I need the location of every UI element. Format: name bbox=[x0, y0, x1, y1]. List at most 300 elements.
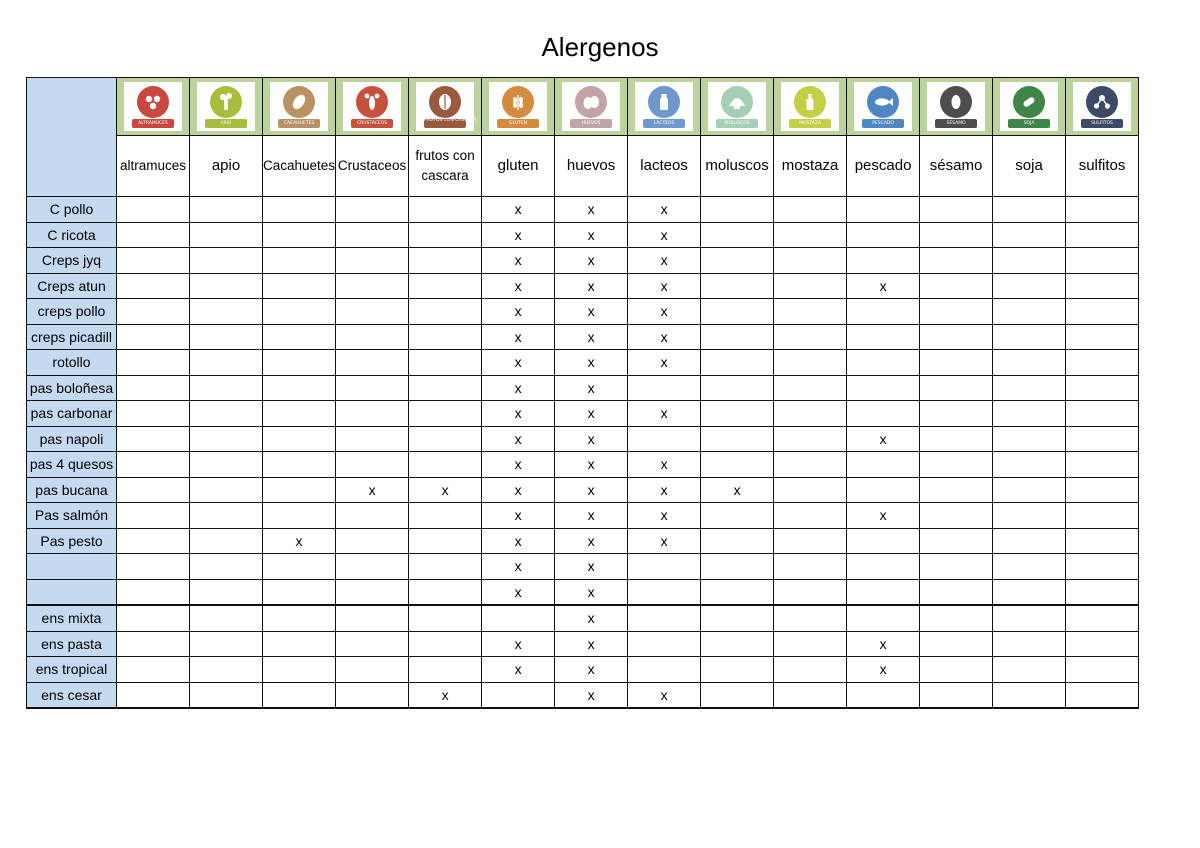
allergen-mark-cell bbox=[409, 248, 482, 274]
allergen-mark-cell: x bbox=[482, 503, 555, 529]
allergen-mark-cell bbox=[409, 426, 482, 452]
allergen-mark-cell: x bbox=[555, 682, 628, 708]
allergen-mark-cell: x bbox=[555, 503, 628, 529]
allergen-mark-cell: x bbox=[409, 477, 482, 503]
allergen-mark-cell: x bbox=[847, 657, 920, 683]
allergen-mark-cell bbox=[190, 375, 263, 401]
allergen-mark-cell bbox=[701, 324, 774, 350]
allergen-badge-label: APIO bbox=[205, 119, 247, 128]
allergen-mark-cell bbox=[1066, 197, 1139, 223]
separator-cell bbox=[117, 708, 190, 709]
dish-name: rotollo bbox=[27, 350, 117, 376]
dish-name: pas bucana bbox=[27, 477, 117, 503]
allergen-mark-cell bbox=[117, 528, 190, 554]
separator-cell bbox=[701, 708, 774, 709]
allergen-icon-cell bbox=[774, 78, 847, 136]
allergen-mark-cell: x bbox=[555, 375, 628, 401]
table-row bbox=[27, 528, 1139, 554]
allergen-badge-label: SOJA bbox=[1008, 119, 1050, 128]
allergen-mark-cell bbox=[847, 197, 920, 223]
allergen-badge-label: SULFITOS bbox=[1081, 119, 1123, 128]
allergen-mark-cell bbox=[1066, 477, 1139, 503]
allergen-badge-label: SÉSAMO bbox=[935, 119, 977, 128]
allergen-icon-cell bbox=[847, 78, 920, 136]
allergen-mark-cell bbox=[263, 197, 336, 223]
allergen-mark-cell bbox=[628, 426, 701, 452]
allergen-mark-cell bbox=[847, 606, 920, 632]
allergen-mark-cell bbox=[1066, 528, 1139, 554]
allergen-mark-cell bbox=[774, 273, 847, 299]
allergen-mark-cell bbox=[336, 452, 409, 478]
allergen-icon-cell bbox=[628, 78, 701, 136]
page-title: Alergenos bbox=[541, 32, 659, 62]
allergen-mark-cell: x bbox=[555, 299, 628, 325]
allergen-mark-cell bbox=[701, 222, 774, 248]
table-row bbox=[27, 682, 1139, 708]
allergen-mark-cell bbox=[774, 248, 847, 274]
allergen-mark-cell bbox=[920, 350, 993, 376]
allergen-mark-cell bbox=[409, 452, 482, 478]
allergen-mark-cell bbox=[920, 401, 993, 427]
allergen-mark-cell: x bbox=[847, 273, 920, 299]
allergen-mark-cell bbox=[774, 375, 847, 401]
allergen-mark-cell bbox=[336, 273, 409, 299]
allergen-mark-cell bbox=[701, 657, 774, 683]
allergen-mark-cell bbox=[993, 324, 1066, 350]
allergen-mark-cell bbox=[409, 222, 482, 248]
allergen-mark-cell bbox=[336, 631, 409, 657]
allergen-mark-cell bbox=[701, 299, 774, 325]
allergen-badge-label: CRUSTÁCEOS bbox=[351, 119, 393, 128]
icon-circle bbox=[502, 86, 534, 118]
dish-name: C pollo bbox=[27, 197, 117, 223]
allergen-mark-cell bbox=[701, 631, 774, 657]
allergen-mark-cell: x bbox=[482, 631, 555, 657]
allergen-mark-cell bbox=[1066, 554, 1139, 580]
allergen-mark-cell bbox=[993, 299, 1066, 325]
dish-name: ens pasta bbox=[27, 631, 117, 657]
allergen-mark-cell bbox=[263, 248, 336, 274]
table-row bbox=[27, 350, 1139, 376]
allergen-mark-cell bbox=[190, 682, 263, 708]
allergen-mark-cell: x bbox=[482, 657, 555, 683]
allergen-mark-cell bbox=[701, 606, 774, 632]
crustacean-icon bbox=[343, 82, 401, 131]
allergen-mark-cell bbox=[774, 324, 847, 350]
allergen-mark-cell: x bbox=[555, 528, 628, 554]
icon-circle bbox=[721, 86, 753, 118]
allergen-mark-cell bbox=[993, 477, 1066, 503]
dish-name: pas carbonar bbox=[27, 401, 117, 427]
allergen-mark-cell bbox=[263, 682, 336, 708]
allergen-mark-cell bbox=[336, 426, 409, 452]
allergen-mark-cell: x bbox=[482, 426, 555, 452]
allergen-mark-cell bbox=[263, 324, 336, 350]
table-row bbox=[27, 375, 1139, 401]
icon-circle bbox=[210, 86, 242, 118]
allergen-mark-cell bbox=[117, 606, 190, 632]
allergen-mark-cell bbox=[628, 631, 701, 657]
allergen-mark-cell bbox=[920, 452, 993, 478]
allergen-icon-cell bbox=[336, 78, 409, 136]
allergen-mark-cell bbox=[628, 375, 701, 401]
icon-circle bbox=[867, 86, 899, 118]
allergen-mark-cell bbox=[409, 528, 482, 554]
separator-cell bbox=[1066, 708, 1139, 709]
separator-cell bbox=[336, 708, 409, 709]
table-row bbox=[27, 554, 1139, 580]
dish-name: ens tropical bbox=[27, 657, 117, 683]
allergen-mark-cell bbox=[190, 426, 263, 452]
allergen-mark-cell bbox=[993, 503, 1066, 529]
allergen-mark-cell bbox=[263, 554, 336, 580]
allergen-mark-cell bbox=[993, 350, 1066, 376]
allergen-icon-cell bbox=[1066, 78, 1139, 136]
allergen-mark-cell bbox=[263, 375, 336, 401]
allergen-mark-cell bbox=[993, 606, 1066, 632]
allergen-mark-cell: x bbox=[482, 477, 555, 503]
allergen-mark-cell bbox=[117, 631, 190, 657]
separator-cell bbox=[920, 708, 993, 709]
allergen-mark-cell bbox=[920, 426, 993, 452]
allergen-mark-cell bbox=[117, 222, 190, 248]
separator-cell bbox=[628, 708, 701, 709]
allergen-mark-cell bbox=[993, 426, 1066, 452]
allergen-mark-cell: x bbox=[628, 273, 701, 299]
allergen-mark-cell bbox=[1066, 579, 1139, 605]
allergen-mark-cell: x bbox=[482, 375, 555, 401]
allergen-mark-cell bbox=[190, 452, 263, 478]
allergen-mark-cell bbox=[993, 528, 1066, 554]
allergen-mark-cell bbox=[117, 426, 190, 452]
allergen-mark-cell bbox=[847, 682, 920, 708]
allergen-mark-cell bbox=[628, 606, 701, 632]
table-row bbox=[27, 631, 1139, 657]
icon-circle bbox=[1013, 86, 1045, 118]
sulfite-icon bbox=[1073, 82, 1131, 131]
allergen-mark-cell: x bbox=[628, 477, 701, 503]
allergen-mark-cell bbox=[482, 606, 555, 632]
tree-nut-icon bbox=[416, 82, 477, 131]
separator-cell bbox=[263, 708, 336, 709]
allergen-mark-cell bbox=[336, 401, 409, 427]
allergen-mark-cell bbox=[190, 273, 263, 299]
allergen-mark-cell bbox=[190, 657, 263, 683]
allergen-mark-cell bbox=[920, 324, 993, 350]
allergen-mark-cell bbox=[993, 554, 1066, 580]
allergen-mark-cell bbox=[190, 606, 263, 632]
allergen-mark-cell: x bbox=[628, 682, 701, 708]
table-row bbox=[27, 248, 1139, 274]
allergen-mark-cell bbox=[117, 324, 190, 350]
separator-cell bbox=[27, 708, 117, 709]
allergen-icon-cell bbox=[482, 78, 555, 136]
allergen-mark-cell bbox=[117, 554, 190, 580]
allergen-mark-cell bbox=[993, 579, 1066, 605]
allergen-mark-cell bbox=[920, 528, 993, 554]
allergen-icon-row bbox=[27, 78, 1139, 136]
allergen-mark-cell bbox=[920, 579, 993, 605]
allergen-mark-cell bbox=[409, 503, 482, 529]
allergen-mark-cell bbox=[117, 682, 190, 708]
allergen-icon-cell bbox=[117, 78, 190, 136]
allergen-mark-cell bbox=[993, 452, 1066, 478]
separator-cell bbox=[482, 708, 555, 709]
allergen-mark-cell bbox=[336, 222, 409, 248]
allergen-mark-cell bbox=[774, 606, 847, 632]
allergen-badge-label: LÁCTEOS bbox=[643, 119, 685, 128]
table-row bbox=[27, 452, 1139, 478]
allergen-mark-cell bbox=[774, 452, 847, 478]
dish-name bbox=[27, 579, 117, 605]
peanut-icon bbox=[270, 82, 328, 131]
allergen-name: sulfitos bbox=[1066, 136, 1139, 197]
egg-icon bbox=[562, 82, 620, 131]
icon-circle bbox=[1086, 86, 1118, 118]
dish-name: pas napoli bbox=[27, 426, 117, 452]
allergen-mark-cell: x bbox=[555, 222, 628, 248]
allergen-mark-cell: x bbox=[555, 426, 628, 452]
allergen-mark-cell bbox=[263, 273, 336, 299]
table-row bbox=[27, 503, 1139, 529]
table-row bbox=[27, 606, 1139, 632]
allergen-mark-cell bbox=[190, 477, 263, 503]
allergen-mark-cell bbox=[263, 350, 336, 376]
allergen-name: Cacahuetes bbox=[263, 136, 336, 197]
allergen-mark-cell bbox=[190, 324, 263, 350]
allergen-mark-cell bbox=[920, 248, 993, 274]
allergen-mark-cell bbox=[774, 197, 847, 223]
allergen-mark-cell bbox=[117, 401, 190, 427]
table-row bbox=[27, 426, 1139, 452]
separator-row bbox=[27, 708, 1139, 709]
allergen-mark-cell bbox=[190, 631, 263, 657]
allergen-mark-cell bbox=[263, 503, 336, 529]
allergen-mark-cell bbox=[190, 503, 263, 529]
wheat-icon bbox=[489, 82, 547, 131]
allergen-mark-cell bbox=[117, 197, 190, 223]
allergen-mark-cell bbox=[263, 631, 336, 657]
allergen-mark-cell bbox=[117, 452, 190, 478]
allergen-mark-cell: x bbox=[482, 452, 555, 478]
allergen-mark-cell bbox=[1066, 452, 1139, 478]
allergen-mark-cell bbox=[336, 299, 409, 325]
allergen-mark-cell: x bbox=[628, 401, 701, 427]
allergen-mark-cell bbox=[701, 579, 774, 605]
allergen-mark-cell bbox=[993, 273, 1066, 299]
allergen-mark-cell bbox=[409, 579, 482, 605]
allergen-mark-cell bbox=[920, 503, 993, 529]
allergen-mark-cell: x bbox=[482, 324, 555, 350]
allergen-mark-cell bbox=[847, 299, 920, 325]
allergen-mark-cell bbox=[1066, 248, 1139, 274]
allergen-name: pescado bbox=[847, 136, 920, 197]
allergen-mark-cell: x bbox=[628, 324, 701, 350]
allergen-icon-cell bbox=[920, 78, 993, 136]
dish-name: pas 4 quesos bbox=[27, 452, 117, 478]
allergen-mark-cell bbox=[701, 503, 774, 529]
allergen-mark-cell bbox=[920, 682, 993, 708]
allergen-mark-cell bbox=[774, 299, 847, 325]
icon-circle bbox=[940, 86, 972, 118]
allergen-mark-cell bbox=[993, 682, 1066, 708]
allergen-icon-cell bbox=[993, 78, 1066, 136]
allergen-mark-cell: x bbox=[555, 477, 628, 503]
allergen-mark-cell bbox=[409, 324, 482, 350]
allergen-mark-cell bbox=[190, 350, 263, 376]
table-row bbox=[27, 477, 1139, 503]
allergen-mark-cell bbox=[920, 477, 993, 503]
allergen-mark-cell bbox=[336, 324, 409, 350]
allergen-mark-cell bbox=[774, 579, 847, 605]
allergen-mark-cell bbox=[409, 631, 482, 657]
allergen-mark-cell bbox=[1066, 299, 1139, 325]
allergen-mark-cell bbox=[920, 273, 993, 299]
allergen-mark-cell bbox=[336, 375, 409, 401]
allergen-mark-cell bbox=[263, 426, 336, 452]
allergen-mark-cell bbox=[1066, 682, 1139, 708]
allergen-mark-cell bbox=[701, 273, 774, 299]
celery-icon bbox=[197, 82, 255, 131]
allergen-mark-cell bbox=[774, 426, 847, 452]
allergen-mark-cell bbox=[701, 248, 774, 274]
dish-name: Creps jyq bbox=[27, 248, 117, 274]
allergen-mark-cell bbox=[117, 477, 190, 503]
soy-icon bbox=[1000, 82, 1058, 131]
allergen-mark-cell bbox=[336, 197, 409, 223]
allergen-mark-cell bbox=[263, 401, 336, 427]
allergen-mark-cell bbox=[847, 324, 920, 350]
allergen-mark-cell bbox=[190, 579, 263, 605]
allergen-mark-cell bbox=[117, 657, 190, 683]
allergen-icon-cell bbox=[263, 78, 336, 136]
allergen-mark-cell bbox=[993, 222, 1066, 248]
allergen-mark-cell bbox=[847, 554, 920, 580]
allergen-mark-cell bbox=[190, 222, 263, 248]
allergen-mark-cell: x bbox=[336, 477, 409, 503]
allergen-mark-cell: x bbox=[555, 273, 628, 299]
allergen-mark-cell bbox=[409, 401, 482, 427]
allergen-badge-label: HUEVOS bbox=[570, 119, 612, 128]
allergen-mark-cell bbox=[701, 452, 774, 478]
allergen-mark-cell bbox=[190, 401, 263, 427]
allergen-mark-cell bbox=[920, 375, 993, 401]
allergen-mark-cell: x bbox=[555, 554, 628, 580]
allergen-mark-cell: x bbox=[482, 248, 555, 274]
allergen-badge-label: FRUTOS CON CÁSCARA bbox=[424, 119, 466, 128]
allergen-mark-cell: x bbox=[555, 324, 628, 350]
allergen-mark-cell bbox=[263, 299, 336, 325]
allergen-mark-cell bbox=[774, 528, 847, 554]
allergen-mark-cell bbox=[1066, 324, 1139, 350]
allergen-badge-label: CACAHUETES bbox=[278, 119, 320, 128]
allergen-name: mostaza bbox=[774, 136, 847, 197]
allergen-mark-cell bbox=[993, 248, 1066, 274]
allergen-mark-cell bbox=[774, 631, 847, 657]
allergen-mark-cell bbox=[409, 197, 482, 223]
separator-cell bbox=[555, 708, 628, 709]
allergen-mark-cell bbox=[920, 554, 993, 580]
allergen-name: frutos con cascara bbox=[409, 136, 482, 197]
allergen-mark-cell: x bbox=[628, 299, 701, 325]
icon-circle bbox=[137, 86, 169, 118]
allergen-mark-cell bbox=[847, 477, 920, 503]
allergen-badge-label: MOSTAZA bbox=[789, 119, 831, 128]
icon-circle bbox=[575, 86, 607, 118]
milk-icon bbox=[635, 82, 693, 131]
shell-icon bbox=[708, 82, 766, 131]
allergen-mark-cell bbox=[336, 657, 409, 683]
allergen-mark-cell: x bbox=[628, 248, 701, 274]
allergen-name: huevos bbox=[555, 136, 628, 197]
allergen-mark-cell bbox=[409, 657, 482, 683]
allergen-mark-cell bbox=[1066, 273, 1139, 299]
allergen-mark-cell bbox=[1066, 657, 1139, 683]
allergen-mark-cell bbox=[482, 682, 555, 708]
allergen-mark-cell bbox=[336, 350, 409, 376]
allergen-mark-cell bbox=[1066, 401, 1139, 427]
table-row bbox=[27, 197, 1139, 223]
allergen-icon-cell bbox=[555, 78, 628, 136]
allergen-mark-cell bbox=[336, 606, 409, 632]
allergen-icon-cell bbox=[190, 78, 263, 136]
allergen-mark-cell bbox=[117, 273, 190, 299]
allergen-mark-cell bbox=[263, 606, 336, 632]
allergen-mark-cell bbox=[701, 375, 774, 401]
allergen-mark-cell bbox=[336, 682, 409, 708]
allergen-mark-cell bbox=[847, 375, 920, 401]
allergen-mark-cell bbox=[847, 401, 920, 427]
dish-name: pas boloñesa bbox=[27, 375, 117, 401]
allergen-mark-cell bbox=[1066, 350, 1139, 376]
allergen-name-row bbox=[27, 136, 1139, 197]
allergen-mark-cell bbox=[263, 477, 336, 503]
allergen-icon-cell bbox=[409, 78, 482, 136]
table-row bbox=[27, 222, 1139, 248]
allergen-name: moluscos bbox=[701, 136, 774, 197]
allergen-mark-cell bbox=[117, 350, 190, 376]
allergen-badge-label: PESCADO bbox=[862, 119, 904, 128]
dish-name: Pas pesto bbox=[27, 528, 117, 554]
table-row bbox=[27, 657, 1139, 683]
allergen-mark-cell bbox=[847, 579, 920, 605]
icon-circle bbox=[283, 86, 315, 118]
separator-cell bbox=[774, 708, 847, 709]
allergen-mark-cell bbox=[409, 299, 482, 325]
table-row bbox=[27, 579, 1139, 605]
allergen-mark-cell bbox=[409, 554, 482, 580]
allergen-name: apio bbox=[190, 136, 263, 197]
allergen-mark-cell bbox=[190, 248, 263, 274]
allergen-mark-cell bbox=[1066, 222, 1139, 248]
allergen-mark-cell bbox=[993, 631, 1066, 657]
allergen-mark-cell bbox=[701, 426, 774, 452]
allergen-mark-cell bbox=[920, 606, 993, 632]
allergen-mark-cell: x bbox=[555, 248, 628, 274]
allergen-mark-cell bbox=[847, 222, 920, 248]
allergen-mark-cell: x bbox=[482, 579, 555, 605]
allergen-mark-cell: x bbox=[555, 657, 628, 683]
allergen-mark-cell bbox=[409, 375, 482, 401]
allergen-mark-cell bbox=[701, 554, 774, 580]
allergen-mark-cell: x bbox=[628, 528, 701, 554]
icon-circle bbox=[648, 86, 680, 118]
allergen-mark-cell bbox=[774, 477, 847, 503]
allergen-mark-cell bbox=[993, 401, 1066, 427]
allergen-mark-cell bbox=[190, 299, 263, 325]
allergen-mark-cell: x bbox=[701, 477, 774, 503]
allergen-mark-cell bbox=[920, 197, 993, 223]
